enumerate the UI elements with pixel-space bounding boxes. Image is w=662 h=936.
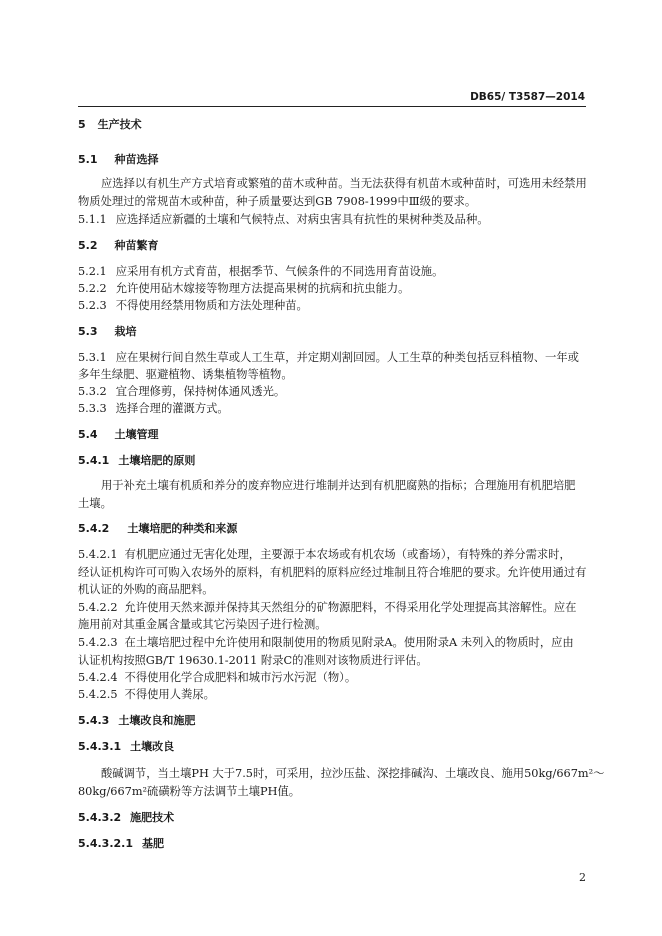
page-number: 2 <box>579 871 586 884</box>
paragraph-line: 经认证机构许可可购入农场外的原料，有机肥料的原料应经过堆制且符合堆肥的要求。允许使用通过有 <box>78 566 587 579</box>
section-title: 栽培 <box>114 325 137 338</box>
section-heading-5-4-3-1 <box>78 740 174 754</box>
section-heading-5-4-3-2 <box>78 811 174 825</box>
section-heading-5-4 <box>78 428 159 442</box>
clause-5-2-2 <box>78 282 409 296</box>
clause-number: 5.4.2.5 <box>78 688 118 701</box>
clause-number: 5.2.1 <box>78 265 107 278</box>
section-heading-5-4-3-2-1 <box>78 837 164 851</box>
clause-5-4-2-1 <box>78 548 571 562</box>
section-title: 土壤培肥的原则 <box>118 454 196 467</box>
paragraph-line: 应选择以有机生产方式培育或繁殖的苗木或种苗。当无法获得有机苗木或种苗时，可选用未经禁用 <box>101 177 587 190</box>
clause-5-4-2-5 <box>78 688 215 702</box>
section-heading-5-1 <box>78 153 159 167</box>
section-number: 5.4.3 <box>78 714 110 727</box>
section-number: 5.3 <box>78 325 98 338</box>
section-heading-5 <box>78 118 142 132</box>
section-number: 5.2 <box>78 239 98 252</box>
section-heading-5-4-2 <box>78 522 237 536</box>
clause-number: 5.3.3 <box>78 402 107 415</box>
paragraph-line: 土壤。 <box>78 497 112 510</box>
section-number: 5.4.1 <box>78 454 110 467</box>
paragraph-line: 酸碱调节，当土壤PH 大于7.5时，可采用，拉沙压盐、深挖排碱沟、土壤改良、施用50kg/667m²～ <box>101 767 605 780</box>
clause-text: 选择合理的灌溉方式。 <box>115 402 229 415</box>
header-rule <box>78 106 586 107</box>
clause-text: 宜合理修剪，保持树体通风透光。 <box>115 385 286 398</box>
clause-text: 不得使用化学合成肥料和城市污水污泥（物）。 <box>124 671 357 684</box>
paragraph-line: 施用前对其重金属含量或其它污染因子进行检测。 <box>78 618 327 631</box>
section-number: 5.4 <box>78 428 98 441</box>
clause-text: 有机肥应通过无害化处理，主要源于本农场或有机农场（或畜场），有特殊的养分需求时， <box>124 548 571 561</box>
clause-number: 5.2.3 <box>78 299 107 312</box>
clause-number: 5.4.2.1 <box>78 548 118 561</box>
section-title: 生产技术 <box>97 118 142 131</box>
clause-number: 5.2.2 <box>78 282 107 295</box>
section-title: 施肥技术 <box>130 811 175 824</box>
clause-5-2-3 <box>78 299 308 313</box>
clause-5-2-1 <box>78 265 443 279</box>
section-number: 5.1 <box>78 153 98 166</box>
clause-text: 在土壤培肥过程中允许使用和限制使用的物质见附录A。使用附录A 未列入的物质时，应由 <box>124 636 574 649</box>
clause-text: 应在果树行间自然生草或人工生草，并定期刈割回园。人工生草的种类包括豆科植物、一年或 <box>115 351 579 364</box>
doc-number: DB65/ T3587—2014 <box>470 91 585 103</box>
clause-number: 5.3.1 <box>78 351 107 364</box>
clause-5-3-3 <box>78 402 229 416</box>
paragraph-line: 用于补充土壤有机质和养分的废弃物应进行堆制并达到有机肥腐熟的指标；合理施用有机肥培肥 <box>101 479 576 492</box>
section-heading-5-4-3 <box>78 714 195 728</box>
clause-number: 5.4.2.4 <box>78 671 118 684</box>
clause-5-3-1 <box>78 351 579 365</box>
clause-number: 5.1.1 <box>78 213 107 226</box>
section-heading-5-2 <box>78 239 159 253</box>
paragraph-line: 80kg/667m²硫磺粉等方法调节土壤PH值。 <box>78 785 301 798</box>
clause-5-4-2-3 <box>78 636 574 650</box>
clause-5-1-1 <box>78 213 489 227</box>
paragraph-line: 多年生绿肥、驱避植物、诱集植物等植物。 <box>78 368 293 381</box>
paragraph-line: 物质处理过的常规苗木或种苗，种子质量要达到GB 7908-1999中Ⅲ级的要求。 <box>78 195 477 208</box>
section-heading-5-4-1 <box>78 454 195 468</box>
section-title: 土壤培肥的种类和来源 <box>127 522 238 535</box>
clause-text: 允许使用天然来源并保持其天然组分的矿物源肥料，不得采用化学处理提高其溶解性。应在 <box>124 601 577 614</box>
section-number: 5.4.3.1 <box>78 740 122 753</box>
section-title: 土壤改良 <box>130 740 175 753</box>
section-title: 种苗繁育 <box>114 239 159 252</box>
section-title: 土壤管理 <box>114 428 159 441</box>
section-title: 基肥 <box>141 837 164 850</box>
section-title: 土壤改良和施肥 <box>118 714 196 727</box>
clause-number: 5.4.2.3 <box>78 636 118 649</box>
section-number: 5.4.2 <box>78 522 110 535</box>
section-number: 5.4.3.2.1 <box>78 837 133 850</box>
clause-number: 5.4.2.2 <box>78 601 118 614</box>
section-title: 种苗选择 <box>114 153 159 166</box>
clause-text: 应选择适应新疆的土壤和气候特点、对病虫害具有抗性的果树种类及品种。 <box>115 213 489 226</box>
section-number: 5 <box>78 118 86 131</box>
section-heading-5-3 <box>78 325 137 339</box>
clause-number: 5.3.2 <box>78 385 107 398</box>
clause-5-4-2-2 <box>78 601 576 615</box>
clause-5-4-2-4 <box>78 671 356 685</box>
paragraph-line: 认证机构按照GB/T 19630.1-2011 附录C的准则对该物质进行评估。 <box>78 654 428 667</box>
clause-text: 应采用有机方式育苗，根据季节、气候条件的不同选用育苗设施。 <box>115 265 444 278</box>
clause-text: 不得使用经禁用物质和方法处理种苗。 <box>115 299 308 312</box>
clause-text: 允许使用砧木嫁接等物理方法提高果树的抗病和抗虫能力。 <box>115 282 410 295</box>
clause-5-3-2 <box>78 385 285 399</box>
paragraph-line: 机认证的外购的商品肥料。 <box>78 583 214 596</box>
section-number: 5.4.3.2 <box>78 811 122 824</box>
clause-text: 不得使用人粪尿。 <box>124 688 215 701</box>
